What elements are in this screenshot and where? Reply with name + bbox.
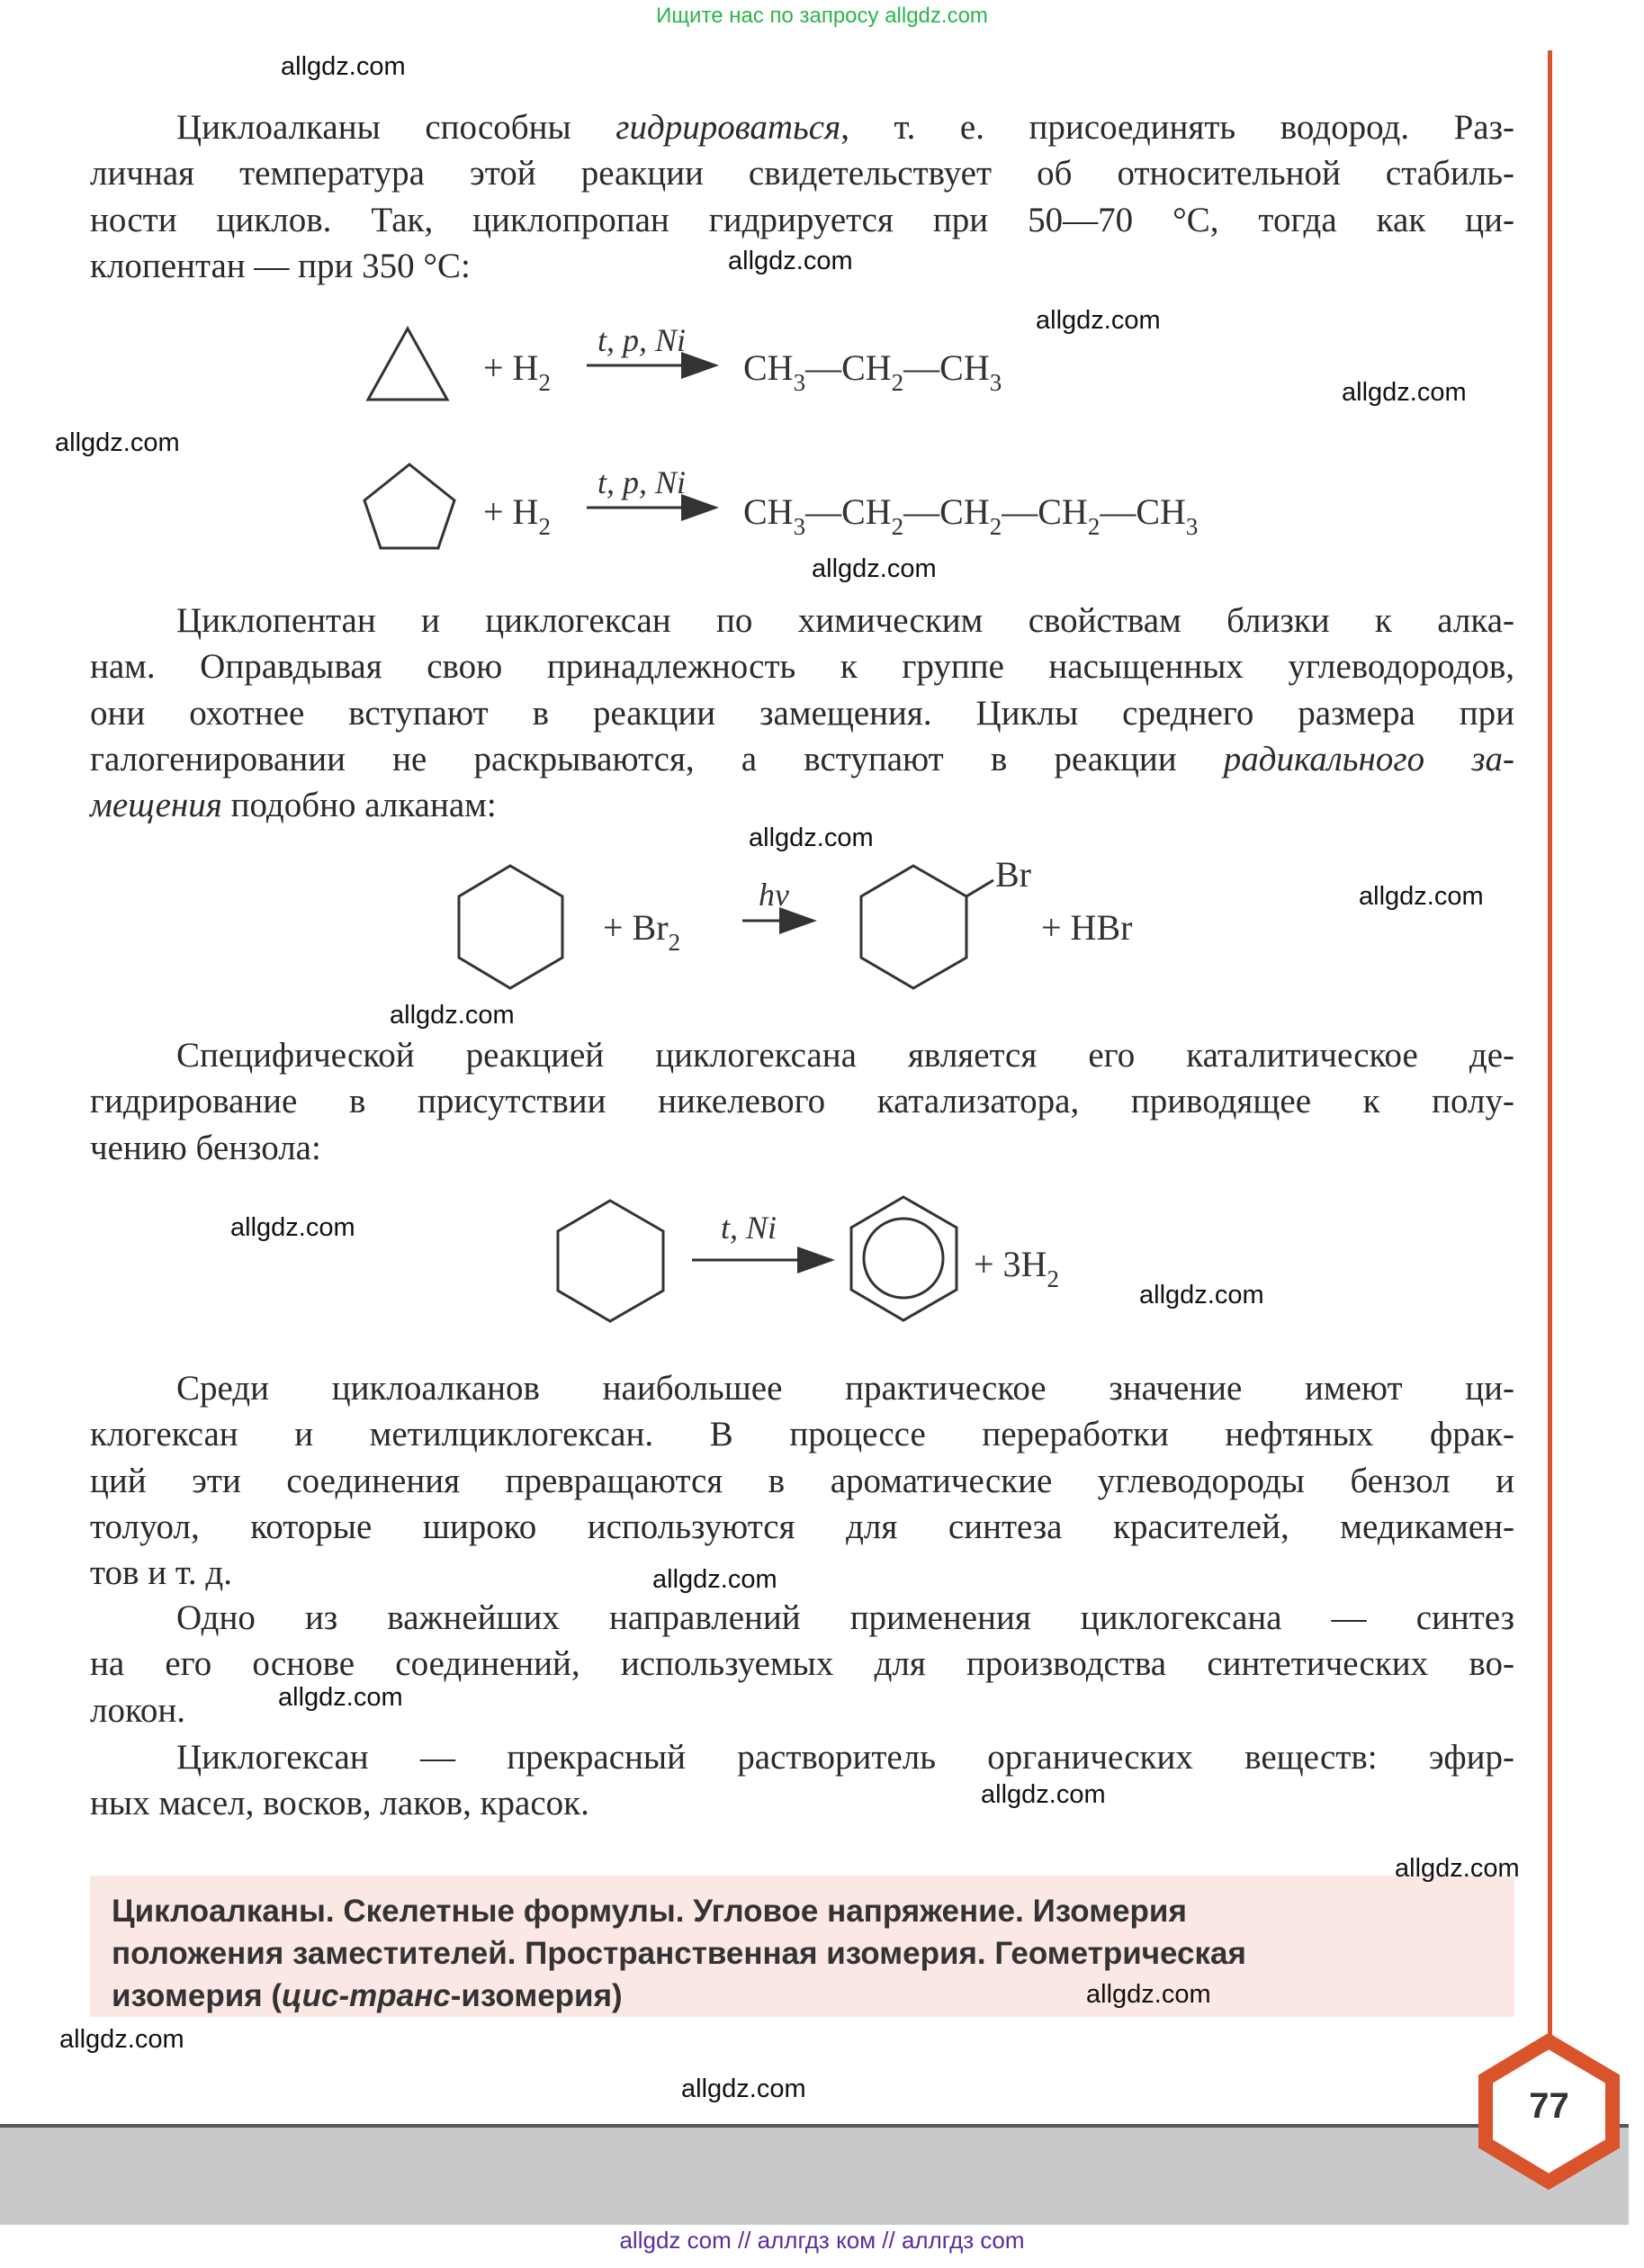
- watermark: allgdz.com: [812, 554, 937, 583]
- text-line: Циклопентан и циклогексан по химическим свойствам близки к алка-: [176, 601, 1514, 640]
- bromine-reagent: + $Br_2$: [603, 907, 681, 956]
- text-line: ных масел, восков, лаков, красок.: [90, 1784, 589, 1823]
- watermark: allgdz.com: [281, 52, 406, 81]
- cyclopropane-structure: [368, 328, 447, 400]
- watermark: allgdz.com: [1036, 306, 1161, 335]
- watermark: allgdz.com: [1139, 1281, 1264, 1310]
- page-footer-band: [0, 2124, 1629, 2225]
- text-line: галогенировании не раскрываются, а вступают в реакции радикального за-: [90, 739, 1514, 778]
- watermark: allgdz.com: [728, 247, 853, 275]
- text-line: Специфической реакцией циклогексана является его каталитическое де-: [176, 1036, 1514, 1075]
- text-line: Циклогексан — прекрасный растворитель органических веществ: эфир-: [176, 1738, 1514, 1777]
- benzene-structure: [851, 1197, 957, 1320]
- bromine-bond: [966, 880, 993, 896]
- watermark: allgdz.com: [278, 1683, 403, 1712]
- reaction-cyclohexane-dehydrogenation: [558, 1197, 1059, 1321]
- watermark: allgdz.com: [681, 2074, 806, 2103]
- cyclopentane-structure: [364, 464, 454, 548]
- watermark: allgdz.com: [230, 1213, 355, 1242]
- bromine-label: Br: [995, 854, 1031, 895]
- reaction-condition: t, Ni: [721, 1210, 777, 1246]
- watermark: allgdz.com: [1342, 378, 1467, 407]
- hydrogen-reagent: + $H_2$: [483, 347, 551, 396]
- footer-links: allgdz com // аллгдз ком // аллгдз com: [619, 2227, 1025, 2254]
- cyclohexane-structure: [558, 1201, 663, 1321]
- reaction-cyclohexane-bromination: [459, 854, 1132, 988]
- text-line: тов и т. д.: [90, 1553, 233, 1593]
- watermark: allgdz.com: [55, 428, 180, 457]
- text-line: они охотнее вступают в реакции замещения. Циклы среднего размера при: [90, 693, 1514, 733]
- key-terms-box: [90, 1876, 1514, 2017]
- cyclohexane-structure: [459, 866, 562, 988]
- key-terms-line: Циклоалканы. Скелетные формулы. Угловое напряжение. Изомерия: [112, 1894, 1187, 1929]
- watermark: allgdz.com: [652, 1565, 777, 1594]
- text-line: чению бензола:: [90, 1128, 321, 1167]
- reaction-cyclopentane-hydrogenation: [364, 464, 1198, 548]
- pentane-formula: $CH_3—CH_2—CH_2—CH_2—CH_3$: [743, 491, 1199, 540]
- watermark: allgdz.com: [390, 1001, 515, 1030]
- text-line: клопентан — при 350 °C:: [90, 246, 471, 285]
- top-banner: Ищите нас по запросу allgdz.com: [656, 4, 988, 28]
- aromatic-ring: [864, 1219, 943, 1298]
- text-line: ности циклов. Так, циклопропан гидрируется при 50—70 °C, тогда как ци-: [90, 200, 1514, 239]
- text-line: толуол, которые широко используются для синтеза красителей, медикамен-: [90, 1507, 1514, 1546]
- text-line: Циклоалканы способны гидрироваться, т. е. присоединять водород. Раз-: [176, 108, 1515, 147]
- reaction-cyclopropane-hydrogenation: [368, 322, 1002, 400]
- text-line: локон.: [90, 1690, 186, 1730]
- key-terms-line: изомерия (цис-транс-изомерия): [112, 1978, 623, 2013]
- reaction-condition: t, p, Ni: [597, 322, 687, 358]
- hydrogen-reagent: + $H_2$: [483, 491, 551, 540]
- reaction-condition: hν: [759, 877, 789, 913]
- propane-formula: $CH_3—CH_2—CH_3$: [743, 347, 1002, 396]
- text-line: мещения подобно алканам:: [90, 786, 497, 825]
- hbr-byproduct: + HBr: [1041, 907, 1133, 948]
- hydrogen-product: + $3H_2$: [974, 1244, 1059, 1292]
- reaction-condition: t, p, Ni: [597, 464, 687, 500]
- text-line: Среди циклоалканов наибольшее практическое значение имеют ци-: [176, 1369, 1514, 1408]
- text-line: ций эти соединения превращаются в ароматические углеводороды бензол и: [90, 1461, 1514, 1500]
- text-line: личная температура этой реакции свидетельствует об относительной стабиль-: [90, 154, 1514, 194]
- watermark: allgdz.com: [1086, 1980, 1211, 2009]
- text-line: нам. Оправдывая свою принадлежность к группе насыщенных углеводородов,: [90, 647, 1514, 687]
- text-line: гидрирование в присутствии никелевого катализатора, приводящее к полу-: [90, 1082, 1514, 1121]
- bromocyclohexane-structure: [861, 866, 966, 988]
- key-terms-line: положения заместителей. Пространственная изомерия. Геометрическая: [112, 1936, 1246, 1971]
- text-line: Одно из важнейших направлений применения циклогексана — синтез: [176, 1598, 1514, 1637]
- watermark: allgdz.com: [749, 824, 874, 852]
- page-number: 77: [1529, 2086, 1569, 2126]
- text-line: на его основе соединений, используемых для производства синтетических во-: [90, 1644, 1514, 1684]
- watermark: allgdz.com: [981, 1780, 1106, 1809]
- text-line: клогексан и метилциклогексан. В процессе переработки нефтяных фрак-: [90, 1415, 1514, 1454]
- watermark: allgdz.com: [1395, 1854, 1520, 1883]
- watermark: allgdz.com: [1359, 882, 1484, 911]
- watermark: allgdz.com: [59, 2025, 184, 2054]
